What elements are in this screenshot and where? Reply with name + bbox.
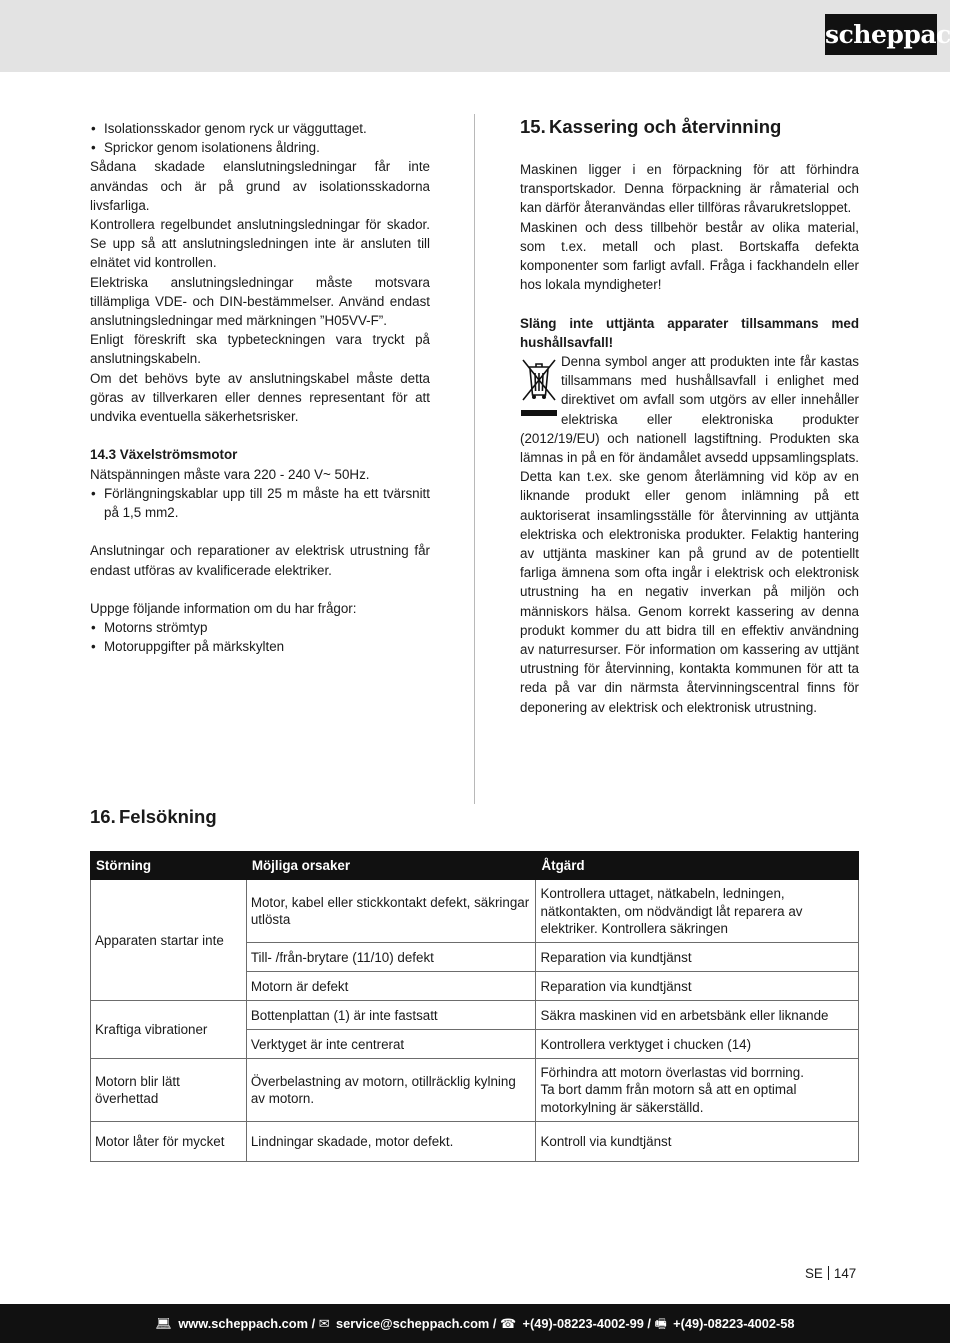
fix-cell: Reparation via kundtjänst	[536, 972, 859, 1001]
page-num: 147	[833, 1266, 857, 1281]
page-lang: SE	[805, 1266, 823, 1281]
page-separator	[828, 1266, 829, 1280]
fix-line: Ta bort damm från motorn så att en optimal motorkylning är säkerställd.	[540, 1082, 797, 1115]
right-column	[520, 114, 859, 717]
paragraph: Uppge följande information om du har frågor:	[90, 601, 357, 617]
table-row	[91, 1059, 859, 1122]
section-heading	[520, 114, 859, 140]
footer-email-link[interactable]: service@scheppach.com	[335, 1316, 490, 1331]
fix-cell: Reparation via kundtjänst	[536, 943, 859, 972]
footer-separator: /	[492, 1316, 497, 1331]
fix-line: Förhindra att motorn överlastas vid borrning.	[540, 1065, 804, 1081]
fax-icon: 🖷︎	[654, 1316, 667, 1331]
scheppach-logo: scheppach	[825, 14, 937, 55]
section-title: Felsökning	[119, 806, 217, 827]
cause-cell: Lindningar skadade, motor defekt.	[246, 1121, 536, 1161]
footer-bar	[0, 1304, 950, 1343]
section-heading	[90, 804, 217, 830]
fix-cell	[536, 1059, 859, 1122]
telephone-icon: ☎︎	[500, 1316, 516, 1331]
cause-cell: Verktyget är inte centrerat	[246, 1030, 536, 1059]
paragraph: Anslutningar och reparationer av elektrisk utrustning får endast utföras av kvalificerade elektriker.	[90, 543, 430, 578]
fault-cell: Motorn blir lätt överhettad	[91, 1059, 247, 1122]
bullet-item: • Motoruppgifter på märkskylten	[90, 637, 430, 656]
warning-text: Släng inte uttjänta apparater tillsammans med hushållsavfall!	[520, 315, 859, 350]
paragraph: Enligt föreskrift ska typbeteckningen vara tryckt på anslutningskabeln.	[90, 332, 430, 367]
fix-cell: Kontrollera verktyget i chucken (14)	[536, 1030, 859, 1059]
fault-cell: Kraftiga vibrationer	[91, 1001, 247, 1059]
section-title: Kassering och återvinning	[549, 116, 782, 137]
table-header-row	[91, 852, 859, 880]
cause-cell: Överbelastning av motorn, otillräcklig kylning av motorn.	[246, 1059, 536, 1122]
crossed-bin-icon	[520, 354, 558, 426]
footer-fax: +(49)-08223-4002-58	[673, 1316, 795, 1331]
paragraph: Sådana skadade elanslutningsledningar får inte användas och är på grund av isolationsskadorna livsfarliga.	[90, 159, 430, 213]
paragraph: Maskinen ligger i en förpackning för att förhindra transportskador. Denna förpackning är råmaterial och kan därför återanvändas eller tillföras råvarukretsloppet.	[520, 162, 859, 216]
laptop-icon: 💻︎	[155, 1316, 172, 1331]
bullet-item: • Sprickor genom isolationens åldring.	[90, 138, 430, 157]
section-number: 15.	[520, 116, 546, 137]
weee-paragraph: Denna symbol anger att produkten inte får kastas tillsammans med hushållsavfall i enlighet med direktivet om avfall som utgörs av eller innehåller elektriska eller elektroniska produkter (2012/19/EU) och nationell lagstiftning. Produkten ska lämnas in på en för ändamålet avsedd uppsamlingsplats. Detta kan t.ex. ske genom återlämning vid köp av en liknande produkt eller genom inlämning på ett auktoriserat insamlingsställe för återvinning av uttjänta elektriska och elektroniska produkter. Felaktig hantering av uttjänta maskiner kan på grund av de potentiellt farliga ämnena som ofta ingår i elektrisk och elektronisk utrustning ha en negativ inverkan på miljön och människors hälsa. Genom korrekt kassering av denna produkt kommer du att bidra till en effektiv användning av naturresurser. För information om kassering av uttjänt utrustning för återvinning, kontakta kommunen för att ta reda på var din närmsta återvinningscentral finns för deponering av elektrisk och elektronisk utrustning.	[520, 354, 859, 715]
paragraph: Om det behövs byte av anslutningskabel måste detta göras av tillverkaren eller dennes representant för att undvika eventuella säkerhetsrisker.	[90, 370, 430, 425]
cause-cell: Bottenplattan (1) är inte fastsatt	[246, 1001, 536, 1030]
envelope-icon: ✉︎	[318, 1316, 330, 1331]
paragraph: Elektriska anslutningsledningar måste motsvara tillämpliga VDE- och DIN-bestämmelser. Använd endast anslutningsledningar med märkningen ”H05VV-F”.	[90, 274, 430, 329]
paragraph: Kontrollera regelbundet anslutningsledningar för skador. Se upp så att anslutningsledningen inte är ansluten till elnätet vid kontrollen.	[90, 217, 430, 271]
column-header: Möjliga orsaker	[246, 852, 536, 880]
bullet-item: • Förlängningskablar upp till 25 m måste ha ett tvärsnitt på 1,5 mm2.	[90, 484, 430, 522]
fix-cell: Kontroll via kundtjänst	[536, 1121, 859, 1161]
table-row	[91, 1121, 859, 1161]
bullet-item: • Motorns strömtyp	[90, 618, 430, 637]
fault-cell: Motor låter för mycket	[91, 1121, 247, 1161]
footer-phone: +(49)-08223-4002-99	[522, 1316, 644, 1331]
column-header: Störning	[91, 852, 247, 880]
fix-cell: Säkra maskinen vid en arbetsbänk eller liknande	[536, 1001, 859, 1030]
footer-separator: /	[647, 1316, 651, 1331]
footer-separator: /	[311, 1316, 316, 1331]
cause-cell: Till- /från-brytare (11/10) defekt	[246, 943, 536, 972]
sub-heading: 14.3 Växelströmsmotor	[90, 447, 238, 463]
footer-website-link[interactable]: www.scheppach.com	[178, 1316, 308, 1331]
troubleshooting-table	[90, 851, 859, 1162]
table-row	[91, 880, 859, 943]
paragraph: Maskinen och dess tillbehör består av olika material, som t.ex. metall och plast. Bortskaffa defekta komponenter som farligt avfall. Fråga i fackhandeln eller hos lokala myndigheter!	[520, 219, 859, 293]
header-band	[0, 0, 950, 72]
table-row	[91, 1001, 859, 1030]
left-column	[90, 119, 430, 657]
section-number: 16.	[90, 806, 116, 827]
fix-cell: Kontrollera uttaget, nätkabeln, ledningen, nätkontakten, om nödvändigt låt reparera av elektriker. Kontrollera säkringen	[536, 880, 859, 943]
column-divider	[474, 114, 475, 804]
page-number	[805, 1265, 856, 1283]
column-header: Åtgärd	[536, 852, 859, 880]
paragraph: Nätspänningen måste vara 220 - 240 V~ 50Hz.	[90, 466, 370, 482]
fault-cell: Apparaten startar inte	[91, 880, 247, 1001]
bullet-item: • Isolationsskador genom ryck ur vägguttaget.	[90, 119, 430, 138]
cause-cell: Motor, kabel eller stickkontakt defekt, säkringar utlösta	[246, 880, 536, 943]
weee-block	[520, 352, 859, 717]
cause-cell: Motorn är defekt	[246, 972, 536, 1001]
